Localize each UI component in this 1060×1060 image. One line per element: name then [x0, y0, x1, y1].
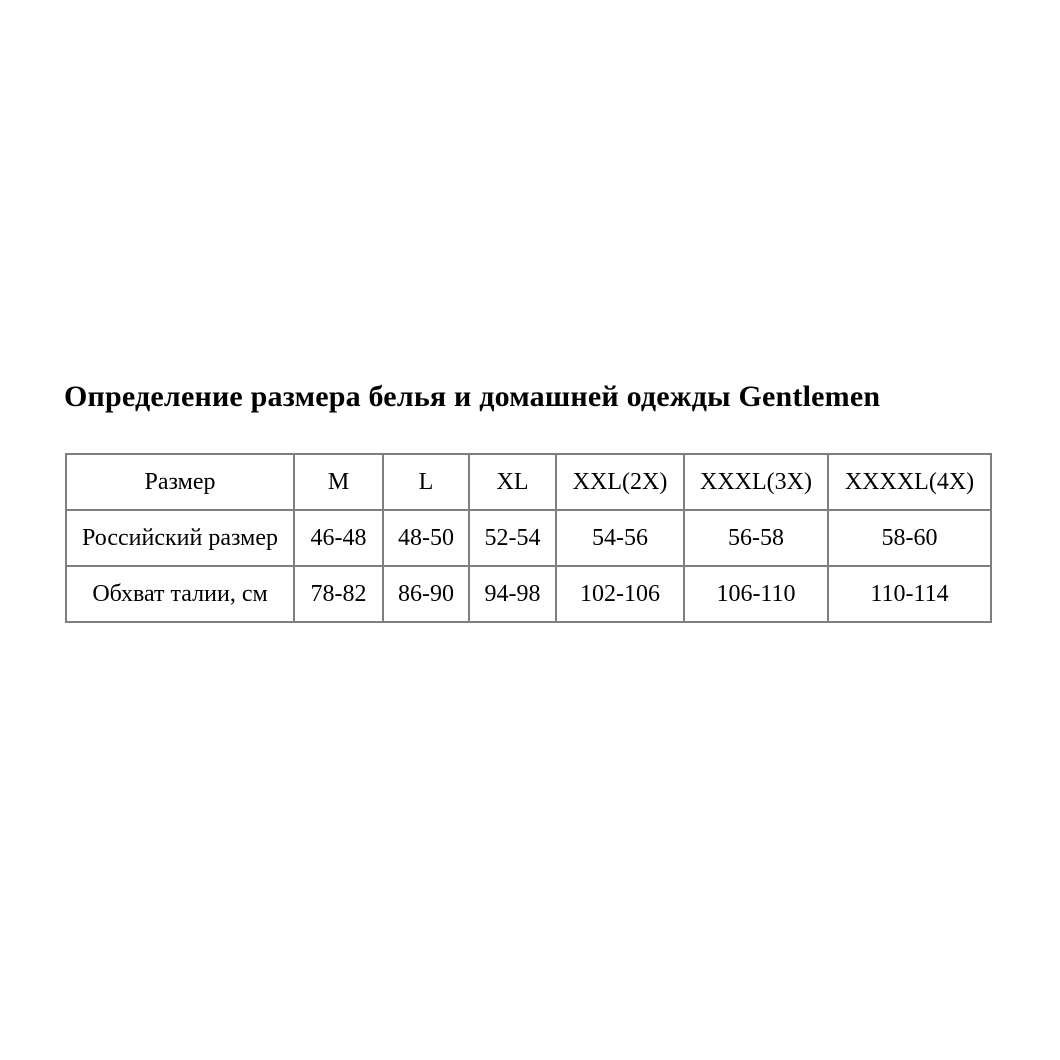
size-table	[65, 453, 992, 623]
table-cell: 110-114	[828, 566, 991, 622]
header-cell-size: Размер	[66, 454, 294, 510]
header-cell-xxxl: XXXL(3X)	[684, 454, 828, 510]
header-cell-xxl: XXL(2X)	[556, 454, 684, 510]
table-cell: 106-110	[684, 566, 828, 622]
table-cell: 46-48	[294, 510, 383, 566]
table-cell: 54-56	[556, 510, 684, 566]
table-row-waist	[66, 566, 991, 622]
table-cell: 78-82	[294, 566, 383, 622]
table-cell: 94-98	[469, 566, 556, 622]
header-cell-l: L	[383, 454, 469, 510]
table-cell: 48-50	[383, 510, 469, 566]
row-label-cell: Обхват талии, см	[66, 566, 294, 622]
table-cell: 102-106	[556, 566, 684, 622]
table-cell: 58-60	[828, 510, 991, 566]
header-cell-m: M	[294, 454, 383, 510]
table-cell: 52-54	[469, 510, 556, 566]
row-label-cell: Российский размер	[66, 510, 294, 566]
table-cell: 86-90	[383, 566, 469, 622]
page-title: Определение размера белья и домашней одежды Gentlemen	[64, 380, 881, 413]
table-cell: 56-58	[684, 510, 828, 566]
table-header-row	[66, 454, 991, 510]
table-row-russian-size	[66, 510, 991, 566]
header-cell-xl: XL	[469, 454, 556, 510]
header-cell-xxxxl: XXXXL(4X)	[828, 454, 991, 510]
